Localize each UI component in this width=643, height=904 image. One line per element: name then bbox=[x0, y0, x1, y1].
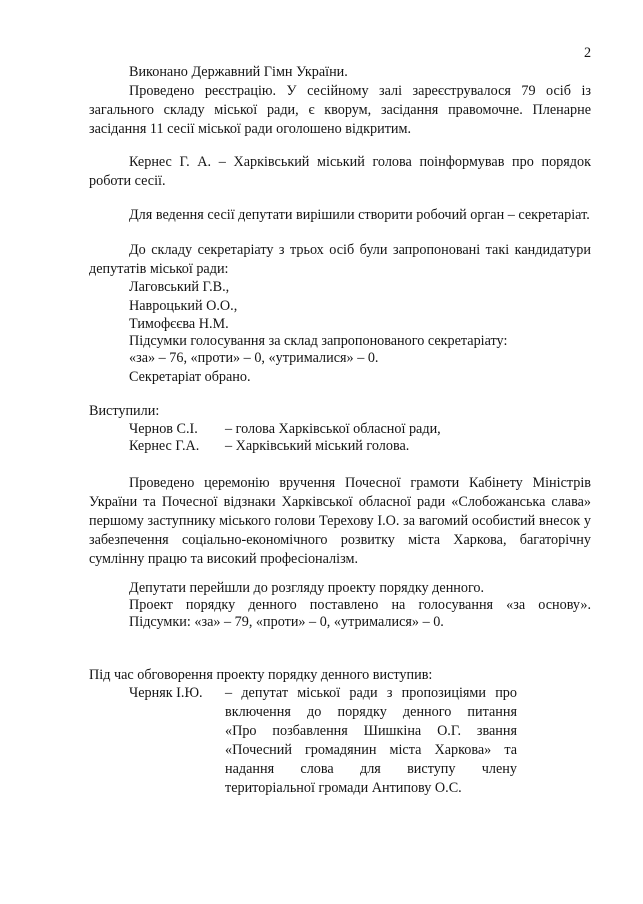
speaker-role: – голова Харківської обласної ради, bbox=[225, 421, 441, 437]
discussion-line: «Про позбавлення Шишкіна О.Г. звання bbox=[225, 723, 517, 739]
speaker-role: – Харківський міський голова. bbox=[225, 438, 410, 454]
agenda-vote: Проект порядку денного поставлено на голосування «за основу». bbox=[129, 597, 591, 613]
speaker-name: Чернов С.І. bbox=[129, 421, 198, 437]
kernes-info-paragraph: Кернес Г. А. – Харківський міський голова поінформував про порядок роботи сесії. bbox=[89, 154, 591, 189]
discussion-line: – депутат міської ради з пропозиціями про bbox=[225, 685, 517, 701]
discussion-speaker-name: Черняк І.Ю. bbox=[129, 685, 203, 701]
discussion-line: «Почесний громадянин міста Харкова» та bbox=[225, 742, 517, 758]
candidate-item: Лаговський Г.В., bbox=[129, 279, 230, 295]
secretariat-candidates-paragraph: До складу секретаріату з трьох осіб були запропоновані такі кандидатури депутатів міської ради: bbox=[89, 242, 591, 277]
voting-label: Підсумки голосування за склад запропонованого секретаріату: bbox=[129, 333, 508, 349]
discussion-line: надання слова для виступу члену bbox=[225, 761, 517, 777]
candidate-item: Тимофєєва Н.М. bbox=[129, 316, 229, 332]
agenda-result: Підсумки: «за» – 79, «проти» – 0, «утрималися» – 0. bbox=[129, 614, 444, 630]
ceremony-paragraph: Проведено церемонію вручення Почесної грамоти Кабінету Міністрів України та Почесної відзнаки Харківської обласної ради «Слобожанська слава» першому заступнику міського голови Терехову І.О. за вагомий особистий внесок у забезпечення соціально-економічного розвитку міста Харкова, багаторічну сумлінну працю та високий професіоналізм. bbox=[89, 475, 591, 567]
discussion-label: Під час обговорення проекту порядку денного виступив: bbox=[89, 667, 433, 683]
speaker-name: Кернес Г.А. bbox=[129, 438, 200, 454]
discussion-line: територіальної громади Антипову О.С. bbox=[225, 780, 462, 796]
discussion-line: включення до порядку денного питання bbox=[225, 704, 517, 720]
registration-paragraph: Проведено реєстрацію. У сесійному залі зареєструвалося 79 осіб із загального складу міської ради, є кворум, засідання правомочне. Пленарне засідання 11 сесії міської ради оголошено відкритим. bbox=[89, 83, 591, 137]
page-number: 2 bbox=[584, 45, 592, 61]
agenda-intro: Депутати перейшли до розгляду проекту порядку денного. bbox=[129, 580, 485, 596]
secretariat-intro-paragraph: Для ведення сесії депутати вирішили створити робочий орган – секретаріат. bbox=[129, 207, 590, 223]
candidate-item: Навроцький О.О., bbox=[129, 298, 238, 314]
voting-result: «за» – 76, «проти» – 0, «утрималися» – 0. bbox=[129, 350, 379, 366]
secretariat-elected: Секретаріат обрано. bbox=[129, 369, 251, 385]
discussion-speaker-text bbox=[225, 684, 517, 798]
speakers-label: Виступили: bbox=[89, 403, 160, 419]
anthem-paragraph: Виконано Державний Гімн України. bbox=[129, 64, 348, 80]
